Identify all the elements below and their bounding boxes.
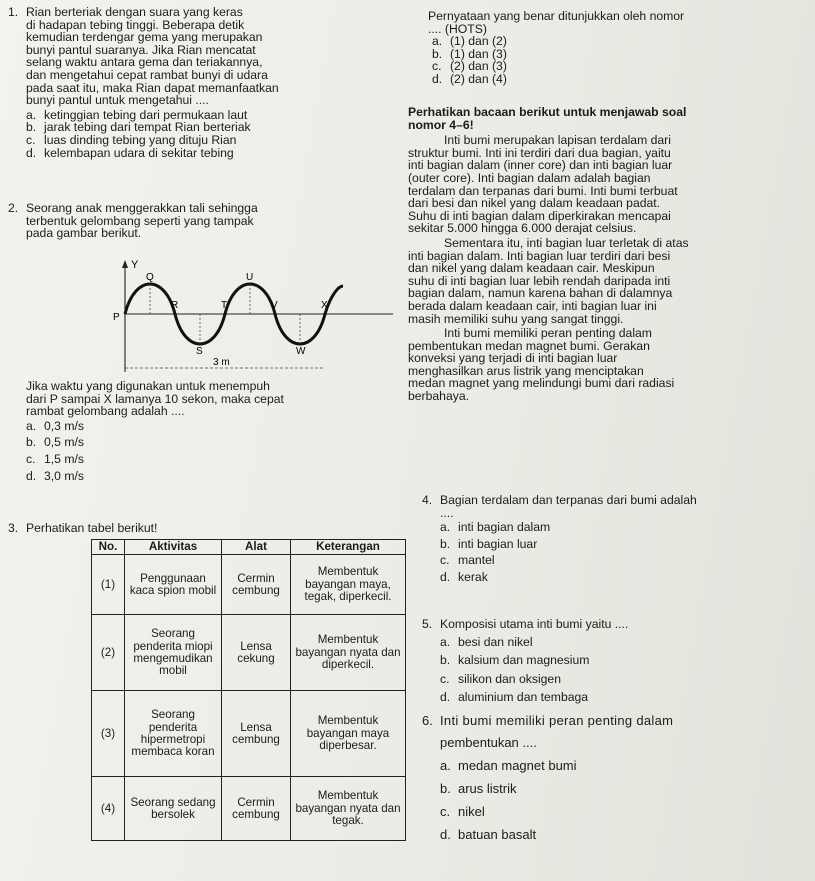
- option-letter: d.: [440, 827, 451, 842]
- question-line: Bagian terdalam dan terpanas dari bumi adalah: [440, 493, 697, 507]
- option-letter: d.: [26, 468, 37, 483]
- option-text: inti bagian luar: [458, 536, 538, 551]
- question-line: Seorang anak menggerakkan tali sehingga: [26, 201, 258, 215]
- option-text: (1) dan (2): [450, 34, 507, 49]
- question-line: .... (HOTS): [428, 21, 487, 36]
- option-letter: a.: [440, 634, 451, 649]
- paragraph-line: Inti bumi memiliki peran penting dalam: [444, 326, 652, 341]
- reading-heading: nomor 4–6!: [408, 117, 474, 132]
- point-label-p: P: [113, 312, 120, 323]
- option-d[interactable]: [26, 147, 408, 160]
- option-text: silikon dan oksigen: [458, 671, 561, 686]
- question-3-options: [428, 10, 808, 86]
- option-a[interactable]: [26, 420, 408, 433]
- point-label-r: R: [171, 300, 179, 311]
- question-number: 6.: [422, 713, 433, 728]
- row-number: (4): [92, 777, 125, 841]
- reading-heading: Perhatikan bacaan berikut untuk menjawab soal: [408, 105, 687, 119]
- paragraph-line: pembentukan medan magnet bumi. Gerakan: [408, 338, 650, 353]
- row-aktivitas: Seorang penderita hipermetropi membaca koran: [125, 691, 222, 777]
- row-keterangan: Membentuk bayangan nyata dan diperkecil.: [291, 615, 406, 691]
- question-line: selang waktu antara gema dan teriakannya,: [26, 55, 263, 70]
- reading-passage: [408, 106, 802, 403]
- reading-paragraph-1: [408, 134, 802, 235]
- table-row: [92, 691, 406, 777]
- option-letter: c.: [440, 804, 451, 819]
- option-b[interactable]: [440, 538, 808, 551]
- question-line: pada gambar berikut.: [26, 226, 142, 241]
- y-axis-arrow: [122, 260, 128, 268]
- paragraph-line: suhu di inti bagian luar lebih rendah daripada inti: [408, 273, 671, 288]
- option-b[interactable]: [440, 654, 808, 667]
- paragraph-line: konveksi yang terjadi di inti bagian luar: [408, 351, 618, 366]
- wave-figure: [103, 254, 403, 379]
- question-number: 5.: [422, 617, 433, 631]
- row-aktivitas: Penggunaan kaca spion mobil: [125, 555, 222, 615]
- reading-paragraph-2: [408, 237, 802, 325]
- point-label-x: X: [321, 300, 328, 311]
- paragraph-line: sekitar 5.000 hingga 6.000 derajat celsius.: [408, 221, 637, 236]
- option-letter: d.: [440, 690, 451, 705]
- question-line: Rian berteriak dengan suara yang keras: [26, 5, 243, 19]
- option-letter: a.: [440, 758, 451, 773]
- question-line: Jika waktu yang digunakan untuk menempuh: [26, 379, 270, 393]
- option-letter: c.: [26, 451, 36, 466]
- question-line: terbentuk gelombang seperti yang tampak: [26, 213, 254, 228]
- option-letter: c.: [440, 553, 450, 568]
- row-number: (1): [92, 555, 125, 615]
- option-a[interactable]: [440, 521, 808, 534]
- option-text: kalsium dan magnesium: [458, 653, 590, 668]
- question-3: [8, 522, 408, 535]
- paragraph-line: Inti bumi merupakan lapisan terdalam dari: [444, 133, 671, 148]
- option-letter: b.: [440, 781, 451, 796]
- question-2: [8, 202, 408, 240]
- option-b[interactable]: [26, 436, 408, 449]
- option-letter: b.: [440, 536, 451, 551]
- option-text: kelembapan udara di sekitar tebing: [44, 145, 234, 160]
- column-header: Keterangan: [291, 540, 406, 555]
- option-d[interactable]: [432, 73, 808, 86]
- option-text: 0,3 m/s: [44, 418, 84, 433]
- row-keterangan: Membentuk bayangan maya diperbesar.: [291, 691, 406, 777]
- row-keterangan: Membentuk bayangan maya, tegak, diperkecil.: [291, 555, 406, 615]
- option-text: (1) dan (3): [450, 46, 507, 61]
- question-4: [422, 494, 808, 584]
- question-5: [422, 618, 808, 704]
- option-letter: a.: [26, 107, 37, 122]
- paragraph-line: berada dalam keadaan cair, inti bagian luar ini: [408, 298, 657, 313]
- question-line: ....: [440, 505, 454, 520]
- paragraph-line: (outer core). Inti bagian dalam adalah bagian: [408, 170, 651, 185]
- question-line: bunyi pantul suaranya. Jika Rian mencatat: [26, 42, 256, 57]
- option-text: inti bagian dalam: [458, 520, 551, 535]
- row-aktivitas: Seorang penderita miopi mengemudikan mobil: [125, 615, 222, 691]
- option-letter: a.: [26, 418, 37, 433]
- paragraph-line: inti bagian dalam (inner core) dan inti bagian luar: [408, 158, 673, 173]
- option-letter: c.: [26, 132, 36, 147]
- row-alat: Lensa cembung: [222, 691, 291, 777]
- table-row: [92, 555, 406, 615]
- question-number: 1.: [8, 5, 19, 19]
- column-header: Alat: [222, 540, 291, 555]
- distance-label: 3 m: [213, 357, 230, 368]
- row-number: (2): [92, 615, 125, 691]
- paragraph-line: medan magnet yang melindungi bumi dari radiasi: [408, 376, 675, 391]
- option-c[interactable]: [440, 805, 808, 819]
- wave-diagram: [103, 254, 403, 379]
- question-line: dan mengetahui cepat rambat bunyi di udara: [26, 67, 268, 82]
- question-1: [8, 6, 408, 159]
- paragraph-line: Suhu di inti bagian dalam diperkirakan mencapai: [408, 208, 671, 223]
- question-number: 4.: [422, 493, 433, 507]
- row-aktivitas: Seorang sedang bersolek: [125, 777, 222, 841]
- paragraph-line: dari besi dan nikel yang dalam keadaan padat.: [408, 196, 661, 211]
- column-header: Aktivitas: [125, 540, 222, 555]
- option-letter: c.: [432, 59, 442, 74]
- option-c[interactable]: [440, 554, 808, 567]
- row-alat: Cermin cembung: [222, 777, 291, 841]
- option-text: besi dan nikel: [458, 634, 533, 649]
- option-letter: a.: [432, 34, 443, 49]
- point-label-w: W: [296, 346, 306, 357]
- option-text: jarak tebing dari tempat Rian berteriak: [44, 120, 251, 135]
- option-text: arus listrik: [458, 781, 517, 796]
- question-6: [422, 714, 808, 842]
- point-label-q: Q: [146, 272, 154, 283]
- question-line: dari P sampai X lamanya 10 sekon, maka cepat: [26, 391, 284, 406]
- question-line: Pernyataan yang benar ditunjukkan oleh nomor: [428, 9, 685, 23]
- point-label-u: U: [246, 272, 254, 283]
- paragraph-line: inti bagian dalam. Inti bagian luar terdiri dari besi: [408, 248, 671, 263]
- option-letter: b.: [26, 435, 37, 450]
- option-a[interactable]: [440, 636, 808, 649]
- reading-paragraph-3: [408, 327, 802, 403]
- activity-table: [91, 539, 406, 841]
- option-text: nikel: [458, 804, 485, 819]
- point-label-s: S: [196, 346, 203, 357]
- option-text: kerak: [458, 569, 488, 584]
- question-line: Inti bumi memiliki peran penting dalam: [440, 713, 674, 728]
- option-d[interactable]: [440, 828, 808, 842]
- paragraph-line: struktur bumi. Inti ini terdiri dari dua bagian, yaitu: [408, 145, 671, 160]
- paragraph-line: Sementara itu, inti bagian luar terletak di atas: [444, 235, 689, 250]
- option-text: ketinggian tebing dari permukaan laut: [44, 107, 248, 122]
- option-text: 1,5 m/s: [44, 451, 84, 466]
- question-line: rambat gelombang adalah ....: [26, 404, 185, 419]
- question-2-continued: [8, 380, 408, 482]
- option-text: 0,5 m/s: [44, 435, 84, 450]
- option-d[interactable]: [440, 691, 808, 704]
- option-letter: d.: [440, 569, 451, 584]
- paragraph-line: masih memiliki suhu yang sangat tinggi.: [408, 311, 624, 326]
- question-line: pembentukan ....: [440, 735, 537, 750]
- option-d[interactable]: [440, 571, 808, 584]
- question-line: di hadapan tebing tinggi. Beberapa detik: [26, 17, 245, 32]
- option-c[interactable]: [26, 453, 408, 466]
- table-header-row: [92, 540, 406, 555]
- question-number: 3.: [8, 521, 19, 535]
- option-letter: b.: [26, 120, 37, 135]
- option-b[interactable]: [440, 782, 808, 796]
- option-text: medan magnet bumi: [458, 758, 577, 773]
- option-text: batuan basalt: [458, 827, 537, 842]
- paragraph-line: menghasilkan arus listrik yang menciptakan: [408, 363, 644, 378]
- option-text: luas dinding tebing yang dituju Rian: [44, 132, 237, 147]
- column-header: No.: [92, 540, 125, 555]
- question-number: 2.: [8, 201, 19, 215]
- option-c[interactable]: [440, 673, 808, 686]
- table-row: [92, 615, 406, 691]
- option-letter: d.: [26, 145, 37, 160]
- option-letter: a.: [440, 520, 451, 535]
- question-line: Perhatikan tabel berikut!: [26, 521, 158, 535]
- point-label-v: V: [271, 300, 278, 311]
- option-letter: d.: [432, 71, 443, 86]
- option-text: (2) dan (4): [450, 71, 507, 86]
- point-label-t: T: [221, 300, 228, 311]
- row-alat: Lensa cekung: [222, 615, 291, 691]
- option-text: mantel: [458, 553, 495, 568]
- question-line: Komposisi utama inti bumi yaitu ....: [440, 617, 629, 631]
- paragraph-line: berbahaya.: [408, 389, 469, 404]
- question-line: bunyi pantul untuk mengetahui ....: [26, 93, 209, 108]
- row-keterangan: Membentuk bayangan nyata dan tegak.: [291, 777, 406, 841]
- table-row: [92, 777, 406, 841]
- row-number: (3): [92, 691, 125, 777]
- option-letter: c.: [440, 671, 450, 686]
- paragraph-line: bagian dalam, namun karena bahan di dalamnya: [408, 286, 673, 301]
- option-d[interactable]: [26, 470, 408, 483]
- question-line: kemudian terdengar gema yang merupakan: [26, 30, 263, 45]
- question-line: pada saat itu, maka Rian dapat memanfaatkan: [26, 80, 279, 95]
- option-letter: b.: [440, 653, 451, 668]
- paragraph-line: terdalam dan terpanas dari bumi. Inti bumi terbuat: [408, 183, 678, 198]
- option-letter: b.: [432, 46, 443, 61]
- option-text: 3,0 m/s: [44, 468, 84, 483]
- option-text: (2) dan (3): [450, 59, 507, 74]
- paragraph-line: dan nikel yang dalam keadaan cair. Meskipun: [408, 261, 655, 276]
- option-a[interactable]: [440, 759, 808, 773]
- axis-label-y: Y: [131, 259, 139, 271]
- row-alat: Cermin cembung: [222, 555, 291, 615]
- option-text: aluminium dan tembaga: [458, 690, 589, 705]
